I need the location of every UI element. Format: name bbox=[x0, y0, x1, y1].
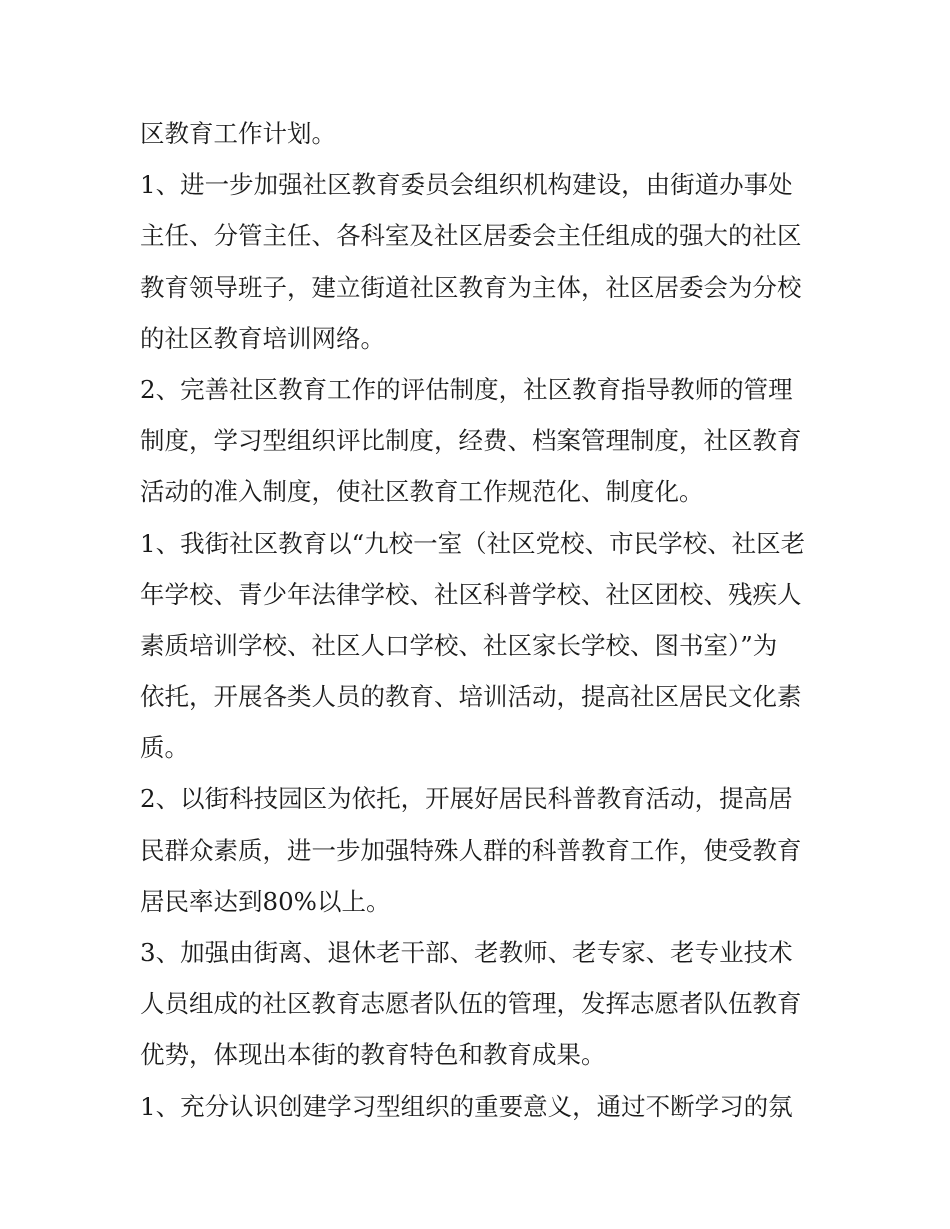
text-line: 2、以街科技园区为依托，开展好居民科普教育活动，提高居 bbox=[140, 784, 793, 814]
text-line: 人员组成的社区教育志愿者队伍的管理，发挥志愿者队伍教育 bbox=[140, 989, 802, 1019]
text-line: 年学校、青少年法律学校、社区科普学校、社区团校、残疾人 bbox=[140, 579, 802, 609]
text-line: 主任、分管主任、各科室及社区居委会主任组成的强大的社区 bbox=[140, 221, 802, 251]
text-line: 质。 bbox=[140, 733, 189, 763]
text-line: 制度，学习型组织评比制度，经费、档案管理制度，社区教育 bbox=[140, 426, 802, 456]
text-line: 素质培训学校、社区人口学校、社区家长学校、图书室）”为 bbox=[140, 630, 778, 660]
text-line: 居民率达到80%以上。 bbox=[140, 886, 391, 916]
text-line: 教育领导班子，建立街道社区教育为主体，社区居委会为分校 bbox=[140, 272, 802, 302]
text-line: 3、加强由街离、退休老干部、老教师、老专家、老专业技术 bbox=[140, 938, 793, 967]
text-line: 民群众素质，进一步加强特殊人群的科普教育工作，使受教育 bbox=[140, 835, 802, 865]
text-line: 1、充分认识创建学习型组织的重要意义，通过不断学习的氛 bbox=[140, 1091, 793, 1121]
text-line: 1、进一步加强社区教育委员会组织机构建设，由街道办事处 bbox=[140, 170, 793, 200]
text-line: 的社区教育培训网络。 bbox=[140, 323, 385, 353]
text-line: 2、完善社区教育工作的评估制度，社区教育指导教师的管理 bbox=[140, 374, 793, 404]
text-line: 1、我街社区教育以“九校一室（社区党校、市民学校、社区老 bbox=[140, 528, 806, 558]
document-body bbox=[140, 108, 820, 1132]
text-line: 优势，体现出本街的教育特色和教育成果。 bbox=[140, 1040, 606, 1070]
text-line: 活动的准入制度，使社区教育工作规范化、制度化。 bbox=[140, 477, 704, 507]
text-line: 区教育工作计划。 bbox=[140, 119, 336, 148]
text-line: 依托，开展各类人员的教育、培训活动，提高社区居民文化素 bbox=[140, 682, 802, 712]
